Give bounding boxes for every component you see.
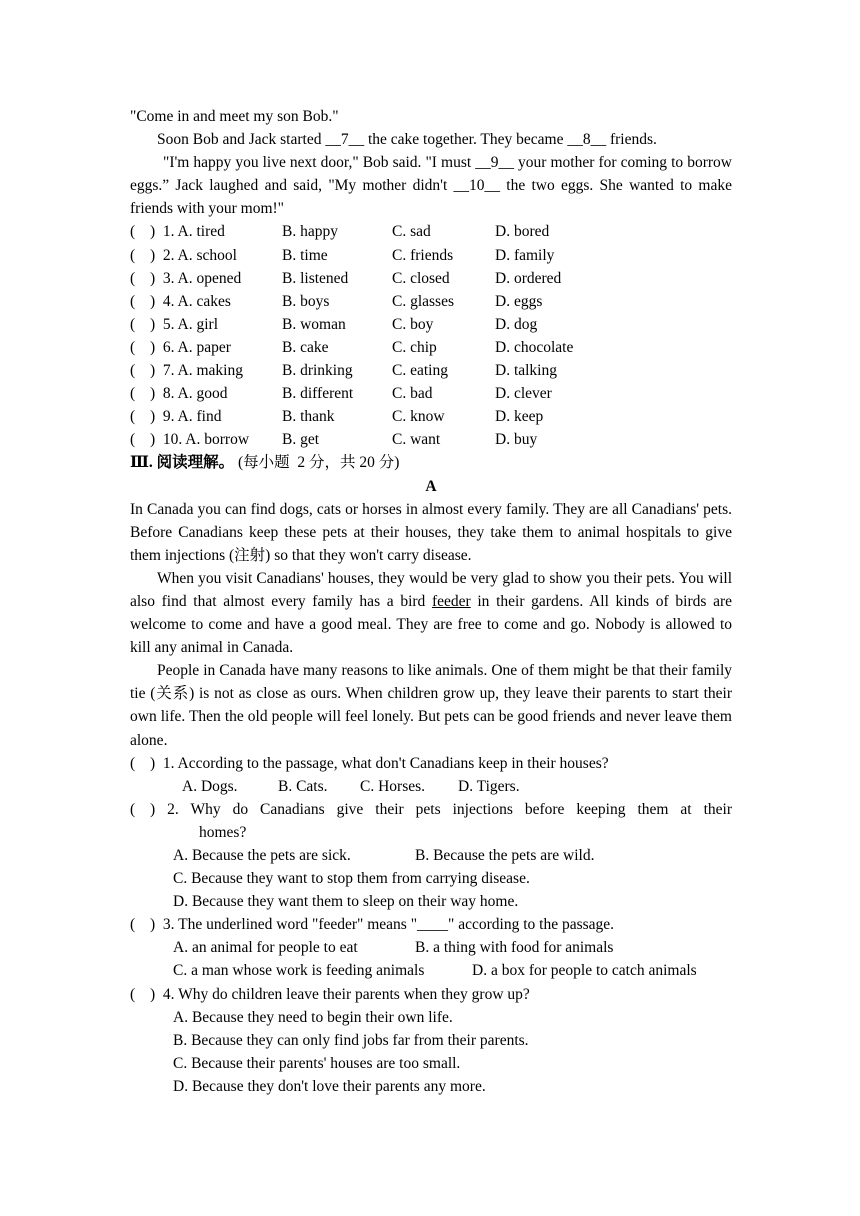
question-4 — [130, 983, 732, 1006]
option-d: D. buy — [495, 431, 538, 449]
option-a: ) 10. A. borrow — [150, 431, 250, 449]
section-title: Ⅲ. 阅读理解。 — [130, 454, 235, 472]
option-b: B. get — [282, 431, 320, 449]
option-c: C. glasses — [392, 292, 454, 310]
option-c: C. a man whose work is feeding animals — [173, 962, 425, 980]
question-2-options-ab — [130, 844, 732, 867]
option-d: D. talking — [495, 362, 557, 380]
question-stem: ) 1. According to the passage, what don't Canadians keep in their houses? — [150, 754, 609, 772]
question-2 — [130, 798, 732, 821]
passage-paragraph — [130, 567, 732, 659]
question-stem: ) 3. The underlined word "feeder" means "____" according to the passage. — [150, 916, 615, 934]
option-c: C. eating — [392, 362, 448, 380]
option-c: C. bad — [392, 385, 433, 403]
answer-paren: ( — [130, 338, 136, 356]
question-stem: homes? — [199, 823, 247, 841]
answer-paren: ( — [130, 385, 136, 403]
option-b: B. boys — [282, 292, 330, 310]
option-d: D. Because they don't love their parents any more. — [173, 1077, 486, 1095]
answer-paren: ( — [130, 223, 136, 241]
question-1 — [130, 752, 732, 775]
passage-label: A — [425, 477, 437, 495]
section-heading — [130, 451, 732, 474]
option-c: C. friends — [392, 246, 454, 264]
option-c: C. boy — [392, 315, 434, 333]
question-3 — [130, 913, 732, 936]
option-b: B. listened — [282, 269, 349, 287]
answer-paren: ( — [130, 985, 136, 1003]
story-line: Soon Bob and Jack started __7__ the cake together. They became __8__ friends. — [157, 131, 657, 149]
option-d: D. chocolate — [495, 338, 574, 356]
option-a: ) 5. A. girl — [150, 315, 219, 333]
question-4-option-c — [130, 1052, 732, 1075]
question-4-option-b — [130, 1029, 732, 1052]
option-b: B. Cats. — [278, 777, 328, 795]
cloze-item — [130, 336, 732, 359]
answer-paren: ( — [130, 408, 136, 426]
option-d: D. family — [495, 246, 555, 264]
passage-text: When you visit Canadians' houses, they would be very glad to show you their pets. You will also find that almost every family has a bird — [130, 569, 732, 610]
option-d: D. keep — [495, 408, 544, 426]
option-a: A. Because they need to begin their own life. — [173, 1008, 453, 1026]
cloze-item — [130, 244, 732, 267]
option-b: B. woman — [282, 315, 346, 333]
option-c: C. closed — [392, 269, 450, 287]
question-4-option-d — [130, 1075, 732, 1098]
option-a: ) 1. A. tired — [150, 223, 225, 241]
story-paragraph: "I'm happy you live next door," Bob said. "I must __9__ your mother for coming to borrow eggs.” Jack laughed and said, "My mother didn't __10__ the two eggs. She wanted to make friends with your mom!" — [130, 154, 732, 218]
question-2-option-d — [130, 890, 732, 913]
cloze-item — [130, 359, 732, 382]
option-d: D. eggs — [495, 292, 543, 310]
answer-paren: ( — [130, 292, 136, 310]
answer-paren: ( — [130, 800, 136, 818]
cloze-item — [130, 405, 732, 428]
option-a: ) 9. A. find — [150, 408, 222, 426]
answer-paren: ( — [130, 246, 136, 264]
cloze-item — [130, 290, 732, 313]
option-d: D. ordered — [495, 269, 562, 287]
question-stem-continued — [130, 821, 732, 844]
option-c: C. know — [392, 408, 445, 426]
answer-paren: ( — [130, 362, 136, 380]
question-stem: ) 2. Why do Canadians give their pets injections before keeping them at their — [150, 800, 732, 818]
option-d: D. bored — [495, 223, 550, 241]
option-d: D. a box for people to catch animals — [472, 962, 697, 980]
question-4-option-a — [130, 1006, 732, 1029]
cloze-item — [130, 267, 732, 290]
option-b: B. Because they can only find jobs far from their parents. — [173, 1031, 529, 1049]
option-a: ) 4. A. cakes — [150, 292, 231, 310]
option-d: D. clever — [495, 385, 552, 403]
option-b: B. Because the pets are wild. — [415, 847, 595, 864]
option-b: B. drinking — [282, 362, 353, 380]
worksheet-page — [130, 105, 732, 1098]
option-d: D. dog — [495, 315, 538, 333]
question-2-option-c — [130, 867, 732, 890]
cloze-options-list — [130, 220, 732, 451]
option-b: B. happy — [282, 223, 338, 241]
option-a: A. Because the pets are sick. — [173, 847, 351, 864]
cloze-item — [130, 428, 732, 451]
option-b: B. time — [282, 246, 328, 264]
option-d: D. Because they want them to sleep on their way home. — [173, 893, 519, 911]
option-a: A. an animal for people to eat — [173, 939, 358, 957]
option-b: B. different — [282, 385, 354, 403]
option-c: C. chip — [392, 338, 437, 356]
option-d: D. Tigers. — [458, 777, 520, 795]
passage-paragraph: People in Canada have many reasons to like animals. One of them might be that their family tie (关系) is not as close as ours. When children grow up, they leave their parents to start their own life. Then the old people will feel lonely. But pets can be good friends and never leave them alone. — [130, 662, 732, 749]
option-a: ) 6. A. paper — [150, 338, 231, 356]
passage-paragraph: In Canada you can find dogs, cats or horses in almost every family. They are all Canadians' pets. Before Canadians keep these pets at their houses, they take them to animal hospitals to give them injections (注射) so that they won't carry disease. — [130, 500, 732, 564]
option-b: B. cake — [282, 338, 329, 356]
question-stem: ) 4. Why do children leave their parents when they grow up? — [150, 985, 530, 1003]
option-b: B. thank — [282, 408, 335, 426]
answer-paren: ( — [130, 754, 136, 772]
cloze-item — [130, 382, 732, 405]
option-c: C. Because they want to stop them from carrying disease. — [173, 870, 530, 888]
option-a: ) 8. A. good — [150, 385, 228, 403]
option-c: C. want — [392, 431, 441, 449]
question-3-options-ab — [130, 936, 732, 959]
option-c: C. Because their parents' houses are too small. — [173, 1054, 461, 1072]
option-a: ) 7. A. making — [150, 362, 243, 380]
passage-text: in their gardens. All kinds of birds are welcome to come and have a good meal. They are free to come and go. Nobody is allowed to kill any animal in Canada. — [130, 592, 732, 657]
underlined-word: feeder — [431, 592, 471, 610]
option-b: B. a thing with food for animals — [415, 939, 614, 957]
option-a: ) 2. A. school — [150, 246, 237, 264]
answer-paren: ( — [130, 916, 136, 934]
option-c: C. sad — [392, 223, 431, 241]
option-c: C. Horses. — [360, 777, 426, 795]
answer-paren: ( — [130, 315, 136, 333]
cloze-item — [130, 220, 732, 243]
answer-paren: ( — [130, 269, 136, 287]
option-a: A. Dogs. — [182, 777, 238, 795]
question-3-options-cd — [130, 959, 732, 982]
section-score-note: (每小题 2 分，共 20 分) — [234, 454, 400, 472]
question-1-options — [130, 775, 732, 798]
answer-paren: ( — [130, 431, 136, 449]
option-a: ) 3. A. opened — [150, 269, 242, 287]
cloze-item — [130, 313, 732, 336]
story-line: "Come in and meet my son Bob." — [130, 108, 339, 125]
